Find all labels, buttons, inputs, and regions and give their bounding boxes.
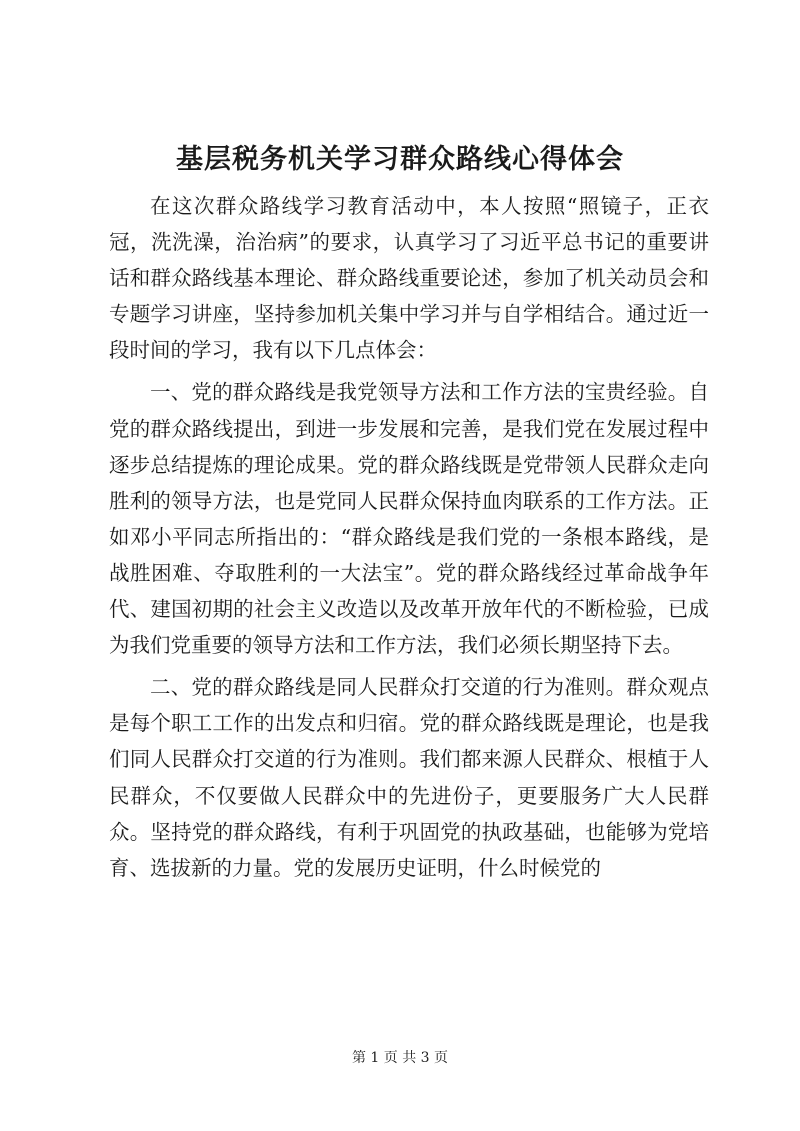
page-number-footer: 第 1 页 共 3 页 <box>351 1050 449 1066</box>
document-title: 基层税务机关学习群众路线心得体会 <box>176 144 624 175</box>
document-body <box>109 188 709 886</box>
paragraph-point-one: 一、党的群众路线是我党领导方法和工作方法的宝贵经验。自党的群众路线提出，到进一步发展和完善，是我们党在发展过程中逐步总结提炼的理论成果。党的群众路线既是党带领人民群众走向胜利的领导方法，也是党同人民群众保持血肉联系的工作方法。正如邓小平同志所指出的：“群众路线是我们党的一条根本路线，是战胜困难、夺取胜利的一大法宝”。党的群众路线经过革命战争年代、建国初期的社会主义改造以及改革开放年代的不断检验，已成为我们党重要的领导方法和工作方法，我们必须长期坚持下去。 <box>109 380 709 658</box>
paragraph-intro: 在这次群众路线学习教育活动中，本人按照“照镜子，正衣冠，洗洗澡，治治病”的要求，认真学习了习近平总书记的重要讲话和群众路线基本理论、群众路线重要论述，参加了机关动员会和专题学习讲座，坚持参加机关集中学习并与自学相结合。通过近一段时间的学习，我有以下几点体会： <box>109 194 709 363</box>
paragraph-point-two: 二、党的群众路线是同人民群众打交道的行为准则。群众观点是每个职工工作的出发点和归宿。党的群众路线既是理论，也是我们同人民群众打交道的行为准则。我们都来源人民群众、根植于人民群众，不仅要做人民群众中的先进份子，更要服务广大人民群众。坚持党的群众路线，有利于巩固党的执政基础，也能够为党培育、选拔新的力量。党的发展历史证明，什么时候党的 <box>109 675 709 880</box>
